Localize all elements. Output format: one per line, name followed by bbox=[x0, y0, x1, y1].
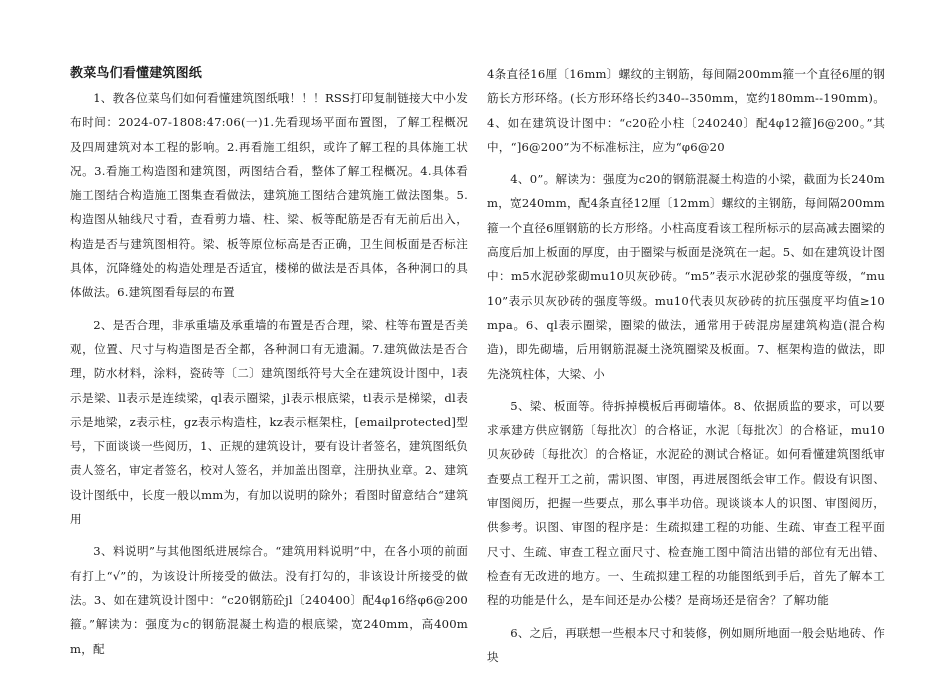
right-column bbox=[487, 62, 885, 677]
document-title: 教菜鸟们看懂建筑图纸 bbox=[70, 66, 203, 81]
left-column bbox=[70, 62, 468, 669]
paragraph: 3、料说明”与其他图纸进展综合。“建筑用料说明”中，在各小项的前面有打上“√”的，为该设计所接受的做法。没有打勾的，非该设计所接受的做法。3、如在建筑设计图中：“c20钢筋砼jl〔240400〕配4φ16络φ6@200箍。”解读为：强度为c的钢筋混凝土构造的根底梁，宽240mm，高400mm，配 bbox=[70, 544, 468, 656]
paragraph: 5、梁、板面等。待拆掉模板后再砌墙体。8、依据质监的要求，可以要求承建方供应钢筋〔每批次〕的合格证，水泥〔每批次〕的合格证，mu10贝灰砂砖〔每批次〕的合格证，水泥砼的测试合格证。如何看懂建筑图纸审查要点工程开工之前，需识图、审图，再进展图纸会审工作。假设有识图、审图阅历，把握一些要点，那么事半功倍。现谈谈本人的识图、审图阅历，供参考。识图、审图的程序是：生疏拟建工程的功能、生疏、审查工程平面尺寸、生疏、审查工程立面尺寸、检查施工图中简洁出错的部位有无出错、检查有无改进的地方。一、生疏拟建工程的功能图纸到手后，首先了解本工程的功能是什么，是车间还是办公楼？是商场还是宿舍？了解功能 bbox=[487, 398, 885, 608]
paragraph: 4、0”。解读为：强度为c20的钢筋混凝土构造的小梁，截面为长240mm，宽240mm，配4条直径12厘〔12mm〕螺纹的主钢筋，每间隔200mm箍一个直径6厘钢筋的长方形络。小柱高度看该工程所标示的层高减去圈梁的高度后加上板面的厚度，由于圈梁与板面是浇筑在一起。5、如在建筑设计图中：m5水泥砂浆砌mu10贝灰砂砖。“m5”表示水泥砂浆的强度等级，“mu10”表示贝灰砂砖的强度等级。mu10代表贝灰砂砖的抗压强度平均值≥10mpa。6、ql表示圈梁，圈梁的做法，通常用于砖混房屋建筑构造(混合构造)，即先砌墙，后用钢筋混凝土浇筑圈梁及板面。7、框架构造的做法，即先浇筑柱体，大梁、小 bbox=[487, 172, 885, 381]
paragraph: 4条直径16厘〔16mm〕螺纹的主钢筋，每间隔200mm箍一个直径6厘的钢筋长方形环络。(长方形环络长约340--350mm，宽约180mm--190mm)。4、如在建筑设计图中：“c20砼小柱〔240240〕配4φ12箍]6@200。”其中，“]6@200”为不标准标注，应为“φ6@20 bbox=[487, 67, 885, 154]
paragraph: 1、教各位菜鸟们如何看懂建筑图纸哦！！！RSS打印复制链接大中小发布时间：2024-07-1808:47:06(一)1.先看现场平面布置图，了解工程概况及四周建筑对本工程的影响。2.再看施工组织，或许了解工程的具体施工状况。3.看施工构造图和建筑图，两图结合看，整体了解工程概况。4.具体看施工图结合构造施工图集查看做法，建筑施工图结合建筑施工做法图集。5.构造图从轴线尺寸看，查看剪力墙、柱、梁、板等配筋是否有无前后出入，构造是否与建筑图相符。梁、板等原位标高是否正确，卫生间板面是否标注具体，沉降缝处的构造处理是否适宜，楼梯的做法是否具体，各种洞口的具体做法。6.建筑图看每层的布置 bbox=[70, 91, 468, 300]
paragraph: 6、之后，再联想一些根本尺寸和装修，例如厕所地面一般会贴地砖、作块 bbox=[487, 625, 885, 664]
paragraph: 2、是否合理，非承重墙及承重墙的布置是否合理，梁、柱等布置是否美观，位置、尺寸与构造图是否全都，各种洞口有无遗漏。7.建筑做法是否合理，防水材料，涂料，瓷砖等〔二〕建筑图纸符号大全在建筑设计图中，l表示是梁、ll表示是连续梁，ql表示圈梁，jl表示根底梁，tl表示是梯梁，dl表示是地梁，z表示柱，gz表示构造柱，kz表示框架柱，[emailprotected]型号，下面谈谈一些阅历，1、正规的建筑设计，要有设计者签名，建筑图纸负责人签名，审定者签名，校对人签名，并加盖出图章，注册执业章。2、建筑设计图纸中，长度一般以mm为，有加以说明的除外；看图时留意结合“建筑用 bbox=[70, 317, 468, 527]
